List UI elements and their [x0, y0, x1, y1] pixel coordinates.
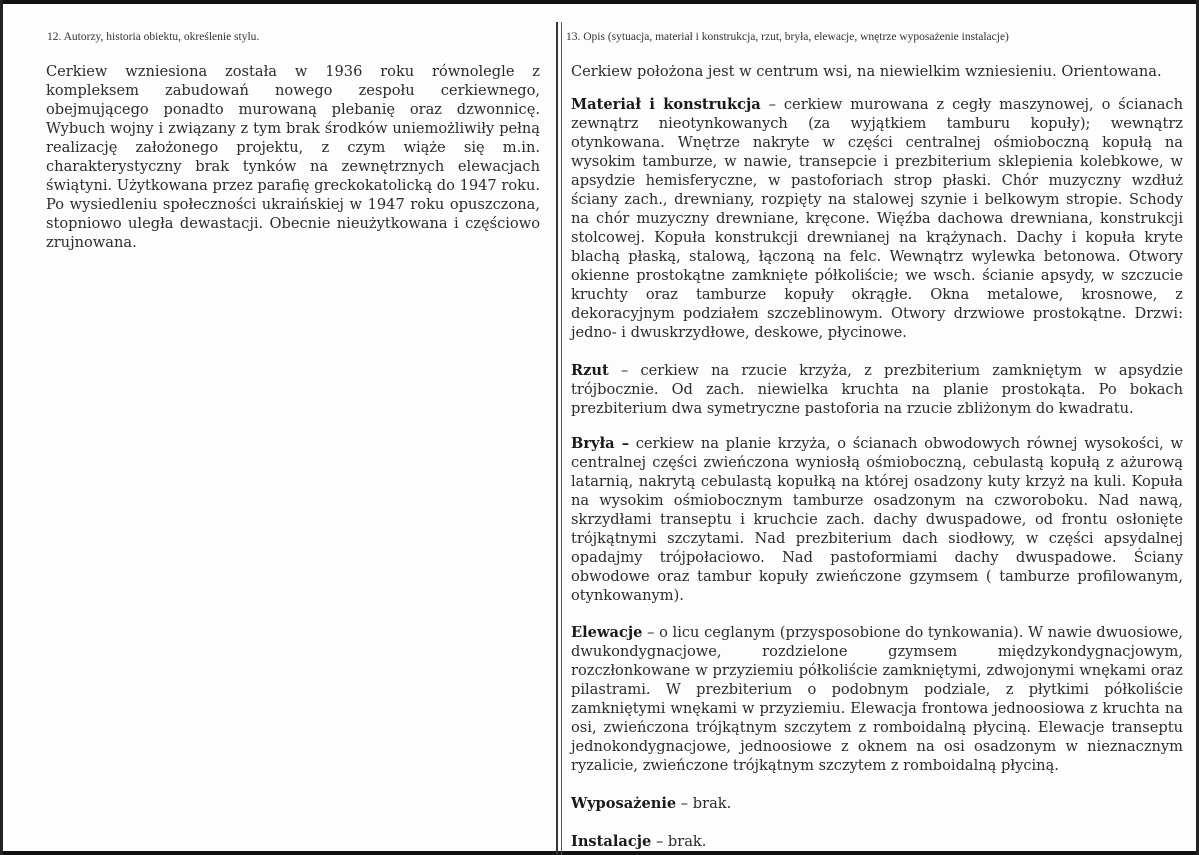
section-13-heading: 13. Opis (sytuacja, materiał i konstrukcja, rzut, bryła, elewacje, wnętrze wyposażenie instalacje): [566, 31, 1009, 43]
massing-label: Bryła –: [571, 435, 630, 452]
situation-paragraph: Cerkiew położona jest w centrum wsi, na niewielkim wzniesieniu. Orientowana.: [571, 63, 1162, 80]
furnishings-label: Wyposażenie: [571, 795, 677, 812]
installations-text: – brak.: [651, 833, 707, 850]
material-paragraph: [571, 95, 1183, 342]
history-paragraph: Cerkiew wzniesiona została w 1936 roku równolegle z kompleksem zabudowań nowego zespołu cerkiewnego, obejmującego ponadto murowaną plebanię oraz dzwonnicę. Wybuch wojny i związany z tym brak środków uniemożliwiły pełną realizację założonego projektu, z czym wiąże się m.in. charakterystyczny brak tynków na zewnętrznych elewacjach świątyni. Użytkowana przez parafię greckokatolicką do 1947 roku. Po wysiedleniu społeczności ukraińskiej w 1947 roku opuszczona, stopniowo uległa dewastacji. Obecnie nieużytkowana i częściowo zrujnowana.: [46, 63, 540, 251]
installations-label: Instalacje: [571, 833, 652, 850]
section-13-text: [571, 62, 1183, 851]
massing-text: cerkiew na planie krzyża, o ścianach obwodowych równej wysokości, w centralnej części zwieńczona wyniosłą ośmioboczną, cebulastą kopułą z ażurową latarnią, nakrytą cebulastą kopułką na której osadzony kuty krzyż na kuli. Kopuła na wysokim ośmiobocznym tamburze osadzonym na czworoboku. Nad nawą, skrzydłami transeptu i kruchcie zach. dachy dwuspadowe, od frontu osłonięte trójkątnymi szczytami. Nad prezbiterium dach siodłowy, w części apsydalnej opadajmy trójpołaciowo. Nad pastoformiami dachy dwuspadowe. Ściany obwodowe oraz tambur kopuły zwieńczone gzymsem ( tamburze profilowanym, otynkowanym).: [571, 435, 1183, 604]
elevations-text: – o licu ceglanym (przysposobione do tynkowania). W nawie dwuosiowe, dwukondygnacjowe, rozdzielone gzymsem międzykondygnacjowym, rozczłonkowane w przyziemiu półkoliście zamkniętymi, zdwojonymi wnękami oraz pilastrami. W prezbiterium o podobnym podziale, z płytkimi półkoliście zamkniętymi wnękami w przyziemiu. Elewacja frontowa jednoosiowa z kruchta na osi, zwieńczona trójkątnym szczytem z romboidalną płyciną. Elewacje transeptu jednokondygnacjowe, jednoosiowe z oknem na osi osadzonym w nieznacznym ryzalicie, zwieńczone trójkątnym szczytem z romboidalną płyciną.: [571, 624, 1183, 774]
elevations-paragraph: [571, 623, 1183, 775]
page-border-left: [0, 0, 3, 855]
column-divider: [556, 22, 558, 855]
page-border-top: [0, 0, 1199, 4]
page-border-bottom: [0, 851, 1199, 855]
material-label: Materiał i konstrukcja: [571, 96, 761, 113]
plan-text: – cerkiew na rzucie krzyża, z prezbiterium zamkniętym w apsydzie trójbocznie. Od zach. niewielka kruchta na planie prostokąta. Po bokach prezbiterium dwa symetryczne pastoforia na rzucie zbliżonym do kwadratu.: [571, 362, 1183, 417]
section-12-text: [46, 62, 540, 252]
column-divider-inner: [561, 22, 562, 855]
elevations-label: Elewacje: [571, 624, 643, 641]
furnishings-paragraph: [571, 794, 1183, 813]
plan-paragraph: [571, 361, 1183, 418]
massing-paragraph: [571, 434, 1183, 605]
material-text: – cerkiew murowana z cegły maszynowej, o ścianach zewnątrz nieotynkowanych (za wyjątkiem tamburu kopuły); wewnątrz otynkowana. Wnętrze nakryte w części centralnej ośmioboczną kopułą na wysokim tamburze, w nawie, transepcie i prezbiterium sklepienia kolebkowe, w apsydzie hemisferyczne, w pastoforiach strop płaski. Chór muzyczny wzdłuż ściany zach., drewniany, rozpięty na stalowej szynie i belkowym stropie. Schody na chór muzyczny drewniane, kręcone. Więźba dachowa drewniana, konstrukcji stolcowej. Kopuła konstrukcji drewnianej na krążynach. Dachy i kopuła kryte blachą płaską, stalową, łączoną na felc. Wewnątrz wylewka betonowa. Otwory okienne prostokątne zamknięte półkoliście; we wsch. ścianie apsydy, w szczucie kruchty oraz tamburze kopuły okrągłe. Okna metalowe, krosnowe, z dekoracyjnym podziałem szczeblinowym. Otwory drzwiowe prostokątne. Drzwi: jedno- i dwuskrzydłowe, deskowe, płycinowe.: [571, 96, 1183, 341]
plan-label: Rzut: [571, 362, 609, 379]
furnishings-text: – brak.: [676, 795, 732, 812]
section-12-heading: 12. Autorzy, historia obiektu, określenie stylu.: [47, 31, 260, 43]
installations-paragraph: [571, 832, 1183, 851]
